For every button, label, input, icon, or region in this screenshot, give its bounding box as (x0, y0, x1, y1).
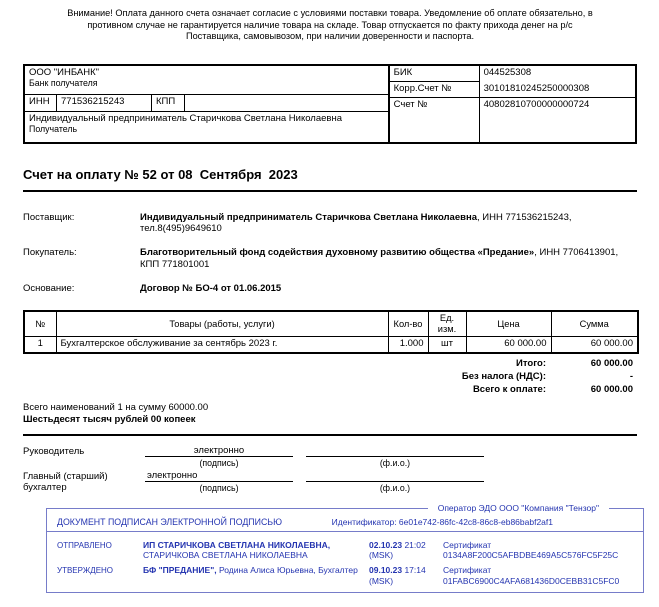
accountant-fio-line (306, 470, 484, 493)
stamp-timezone: (MSK) (369, 550, 394, 561)
basis-label: Основание: (23, 283, 75, 294)
stamp-row-sent (57, 540, 633, 561)
col-header-qty: Кол-во (388, 311, 428, 337)
total-line-nds (23, 370, 637, 383)
buyer-value (140, 247, 637, 271)
electronic-signature-stamp (46, 502, 644, 594)
stamp-date: 09.10.23 (369, 564, 403, 575)
stamp-party (143, 540, 361, 561)
stamp-rows (47, 532, 643, 593)
stamp-datetime (369, 540, 435, 561)
inn-value: 771536215243 (57, 95, 152, 111)
item-unit: шт (428, 337, 466, 353)
bank-name-caption: Банк получателя (29, 77, 98, 88)
stamp-party-name: ИП СТАРИЧКОВА СВЕТЛАНА НИКОЛАЕВНА, (143, 539, 331, 550)
item-price: 60 000.00 (466, 337, 551, 353)
invoice-title: Счет на оплату № 52 от 08 Сентября 2023 (23, 166, 298, 182)
head-label: Руководитель (23, 445, 85, 457)
buyer-row (23, 247, 637, 271)
total-value: 60 000.00 (590, 357, 633, 369)
basis-value: Договор № БО-4 от 01.06.2015 (140, 283, 282, 294)
stamp-certificate: Сертификат 01FABC6900C4AFA681436D0CEBB31C5FC0 (443, 564, 620, 586)
totals-section (23, 357, 637, 426)
stamp-signed-title: ДОКУМЕНТ ПОДПИСАН ЭЛЕКТРОННОЙ ПОДПИСЬЮ (57, 516, 282, 527)
table-row (24, 337, 638, 353)
corr-account-label: Корр.Счет № (390, 82, 480, 98)
bank-details-table (23, 64, 637, 144)
stamp-party-signer: СТАРИЧКОВА СВЕТЛАНА НИКОЛАЕВНА (143, 550, 308, 561)
stamp-identifier: Идентификатор: 6e01e742-86fc-42c8-86c8-eb86babf2af1 (331, 516, 553, 527)
items-header-row (24, 311, 638, 337)
account-value: 40802810700000000724 (483, 98, 590, 110)
totals-summary (23, 402, 637, 426)
items-count-summary: Всего наименований 1 на сумму 60000.00 (23, 401, 209, 413)
col-header-unit: Ед. изм. (428, 311, 466, 337)
bank-details-left (25, 66, 388, 142)
kpp-value (185, 95, 388, 111)
payee-name: Индивидуальный предприниматель Старичкова Светлана Николаевна (29, 112, 342, 124)
stamp-party (143, 565, 361, 586)
bik-label: БИК (390, 66, 480, 82)
payment-warning-text: Внимание! Оплата данного счета означает согласие с условиями поставки товара. Уведомление об оплате обязательно, в противном случае не гарантируется наличие товара на складе. Товар отпускается по факту прихода денег на р/с Поставщика, самовывозом, при наличии доверенности и паспорта. (67, 8, 593, 41)
supplier-phone: тел.8(495)9649610 (140, 223, 222, 235)
fio-caption: (ф.и.о.) (379, 457, 411, 468)
item-goods: Бухгалтерское обслуживание за сентябрь 2023 г. (56, 337, 388, 353)
stamp-party-name: БФ "ПРЕДАНИЕ", (143, 564, 217, 575)
total-label: Всего к оплате: (472, 383, 546, 395)
bank-details-right (388, 66, 635, 142)
total-label: Итого: (516, 357, 546, 369)
buyer-name: Благотворительный фонд содействия духовному развитию общества «Предание» (140, 247, 535, 259)
col-header-goods: Товары (работы, услуги) (56, 311, 388, 337)
kpp-label: КПП (152, 95, 185, 111)
total-line-itogo (23, 357, 637, 370)
total-value: 60 000.00 (590, 383, 633, 395)
buyer-inn: , ИНН 7706413901, (534, 247, 619, 259)
item-num: 1 (24, 337, 56, 353)
item-qty: 1.000 (388, 337, 428, 353)
parties-section (23, 212, 637, 295)
col-header-num: № (24, 311, 56, 337)
col-header-sum: Сумма (551, 311, 638, 337)
accountant-signature-row (23, 470, 637, 493)
stamp-action-label: УТВЕРЖДЕНО (57, 565, 114, 575)
supplier-inn: , ИНН 771536215243, (477, 211, 572, 223)
inn-kpp-row (25, 95, 388, 112)
amount-in-words: Шестьдесят тысяч рублей 00 копеек (23, 413, 196, 425)
stamp-date: 02.10.23 (369, 539, 403, 550)
stamp-party-signer: Родина Алиса Юрьевна, Бухгалтер (216, 564, 358, 575)
stamp-action-label: ОТПРАВЛЕНО (57, 540, 112, 550)
stamp-row-approved (57, 565, 633, 586)
edo-operator-label: Оператор ЭДО ООО "Компания "Тензор" (428, 503, 609, 514)
buyer-kpp: КПП 771801001 (140, 259, 210, 271)
accountant-label: Главный (старший) бухгалтер (23, 470, 108, 493)
head-signature-line (145, 445, 293, 468)
signature-caption: (подпись) (199, 482, 239, 493)
stamp-time: 21:02 (402, 539, 426, 550)
col-header-price: Цена (466, 311, 551, 337)
head-fio-line (306, 445, 484, 468)
accountant-signature-line (145, 470, 293, 493)
stamp-timezone: (MSK) (369, 575, 394, 586)
item-sum: 60 000.00 (551, 337, 638, 353)
bik-value: 044525308 (483, 66, 532, 78)
items-table (23, 310, 639, 354)
supplier-label: Поставщик: (23, 211, 75, 223)
signatures-section (23, 445, 637, 493)
total-label: Без налога (НДС): (461, 370, 546, 382)
stamp-time: 17:14 (402, 564, 426, 575)
head-signature-row (23, 445, 637, 468)
inn-label: ИНН (25, 95, 57, 111)
corr-account-value: 30101810245250000308 (480, 82, 635, 98)
accountant-fio-value (306, 470, 484, 482)
stamp-datetime (369, 565, 435, 586)
stamp-certificate: Сертификат 0134A8F200C5AFBDBE469A5C576FC5F25C (443, 539, 619, 561)
supplier-value (140, 212, 637, 236)
basis-row (23, 283, 637, 295)
payee-cell (25, 112, 388, 142)
supplier-name: Индивидуальный предприниматель Старичкова Светлана Николаевна (140, 211, 477, 223)
fio-caption: (ф.и.о.) (379, 482, 411, 493)
account-label: Счет № (390, 98, 480, 142)
bank-name: ООО "ИНБАНК" (29, 66, 99, 78)
bank-name-cell (25, 66, 388, 95)
head-fio-value (306, 445, 484, 457)
title-divider (23, 190, 637, 192)
supplier-row (23, 212, 637, 236)
signature-divider (23, 434, 637, 436)
payee-caption: Получатель (29, 123, 78, 134)
head-signature-value: электронно (145, 445, 293, 457)
buyer-label: Покупатель: (23, 247, 77, 259)
accountant-signature-value: электронно (145, 470, 293, 482)
total-line-payable (23, 383, 637, 396)
signature-caption: (подпись) (199, 457, 239, 468)
total-value: - (629, 370, 633, 382)
